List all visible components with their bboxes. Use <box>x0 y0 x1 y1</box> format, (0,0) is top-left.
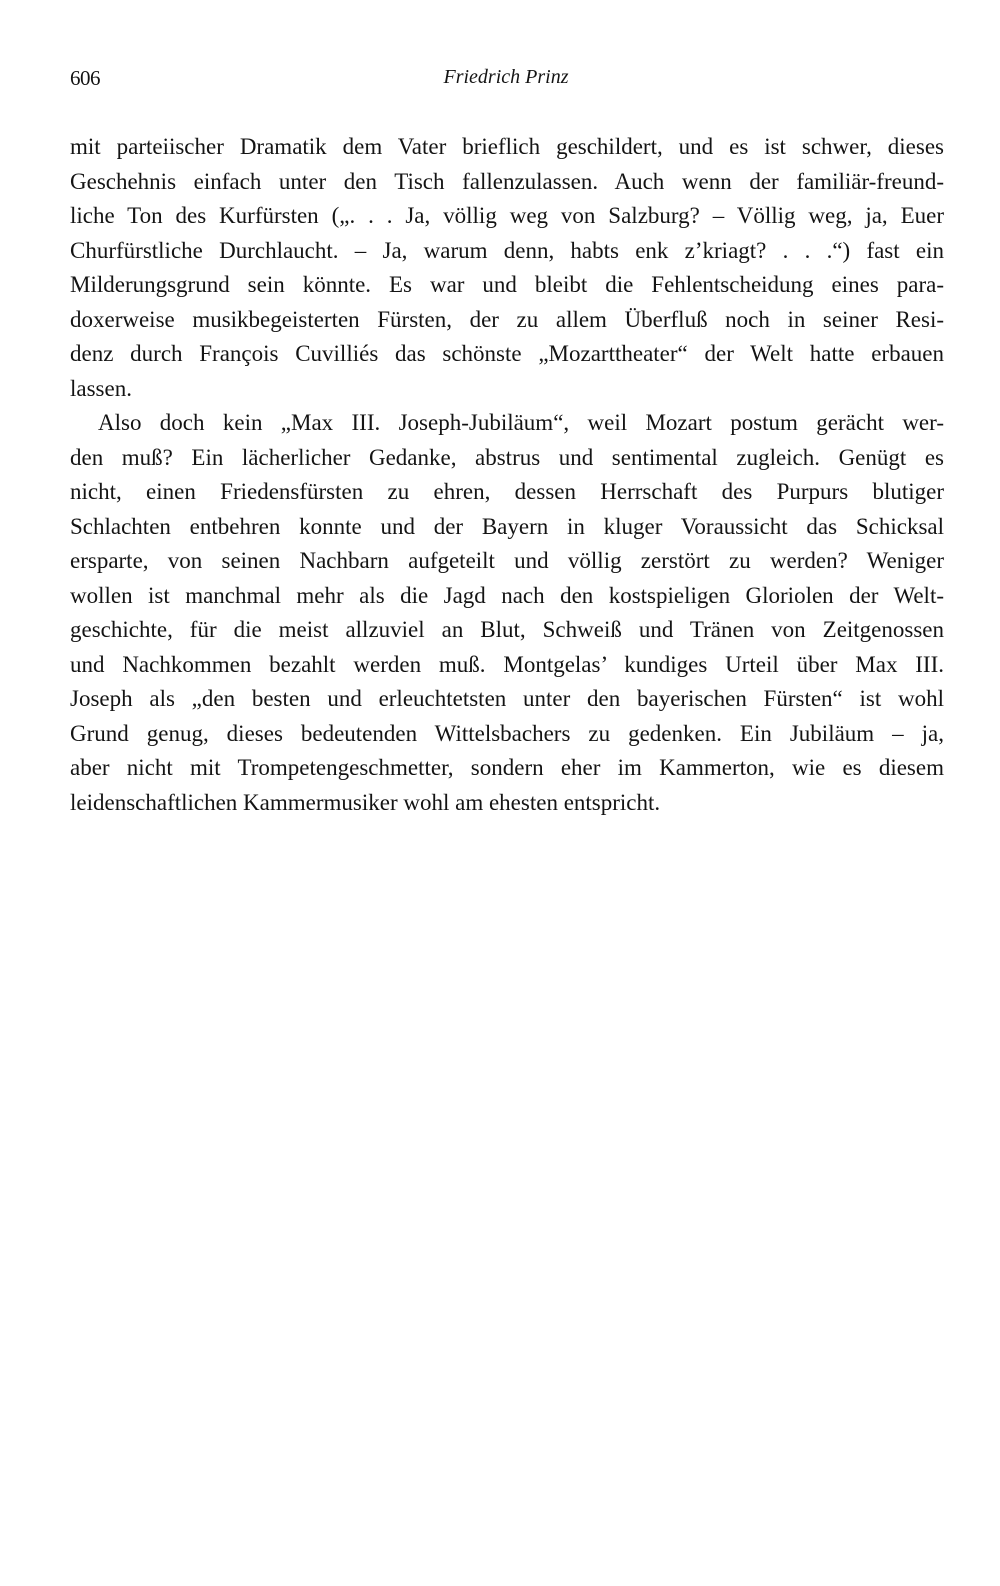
text-line: wollen ist manchmal mehr als die Jagd nach den kostspieligen Gloriolen der Welt- <box>70 582 944 608</box>
text-line: liche Ton des Kurfürsten („. . . Ja, völlig weg von Salzburg? – Völlig weg, ja, Euer <box>70 203 944 228</box>
page-header <box>70 66 942 96</box>
text-line: aber nicht mit Trompetengeschmetter, sondern eher im Kammerton, wie es diesem <box>70 755 944 780</box>
text-line: mit parteiischer Dramatik dem Vater brieflich geschildert, und es ist schwer, dieses <box>70 134 944 159</box>
text-line: leidenschaftlichen Kammermusiker wohl am ehesten entspricht. <box>70 789 661 815</box>
text-line: doxerweise musikbegeisterten Fürsten, der zu allem Überfluß noch in seiner Resi- <box>70 306 944 332</box>
text-line: Schlachten entbehren konnte und der Bayern in kluger Voraussicht das Schicksal <box>70 513 944 539</box>
running-head: Friedrich Prinz <box>443 66 569 88</box>
body-text <box>70 130 944 820</box>
text-line: geschichte, für die meist allzuviel an Blut, Schweiß und Tränen von Zeitgenossen <box>70 617 944 642</box>
text-line: Milderungsgrund sein könnte. Es war und bleibt die Fehlentscheidung eines para- <box>70 272 944 297</box>
text-line: Grund genug, dieses bedeutenden Wittelsbachers zu gedenken. Ein Jubiläum – ja, <box>70 720 944 746</box>
text-line: nicht, einen Friedensfürsten zu ehren, dessen Herrschaft des Purpurs blutiger <box>70 479 944 504</box>
text-line: Geschehnis einfach unter den Tisch fallenzulassen. Auch wenn der familiär-freund- <box>70 168 944 194</box>
text-line: und Nachkommen bezahlt werden muß. Montgelas’ kundiges Urteil über Max III. <box>70 651 944 677</box>
text-line: denz durch François Cuvilliés das schönste „Mozarttheater“ der Welt hatte erbauen <box>70 341 944 366</box>
text-line: ersparte, von seinen Nachbarn aufgeteilt und völlig zerstört zu werden? Weniger <box>70 548 944 573</box>
paragraph-1 <box>70 130 944 406</box>
paragraph-2 <box>70 406 944 820</box>
page-number: 606 <box>70 66 100 90</box>
text-line: Joseph als „den besten und erleuchtetsten unter den bayerischen Fürsten“ ist wohl <box>70 686 944 711</box>
text-line: Also doch kein „Max III. Joseph-Jubiläum“, weil Mozart postum gerächt wer- <box>98 410 944 435</box>
text-line: den muß? Ein lächerlicher Gedanke, abstrus und sentimental zugleich. Genügt es <box>70 444 944 470</box>
text-line: Churfürstliche Durchlaucht. – Ja, warum denn, habts enk z’kriagt? . . .“) fast ein <box>70 237 944 263</box>
text-line: lassen. <box>70 375 132 401</box>
